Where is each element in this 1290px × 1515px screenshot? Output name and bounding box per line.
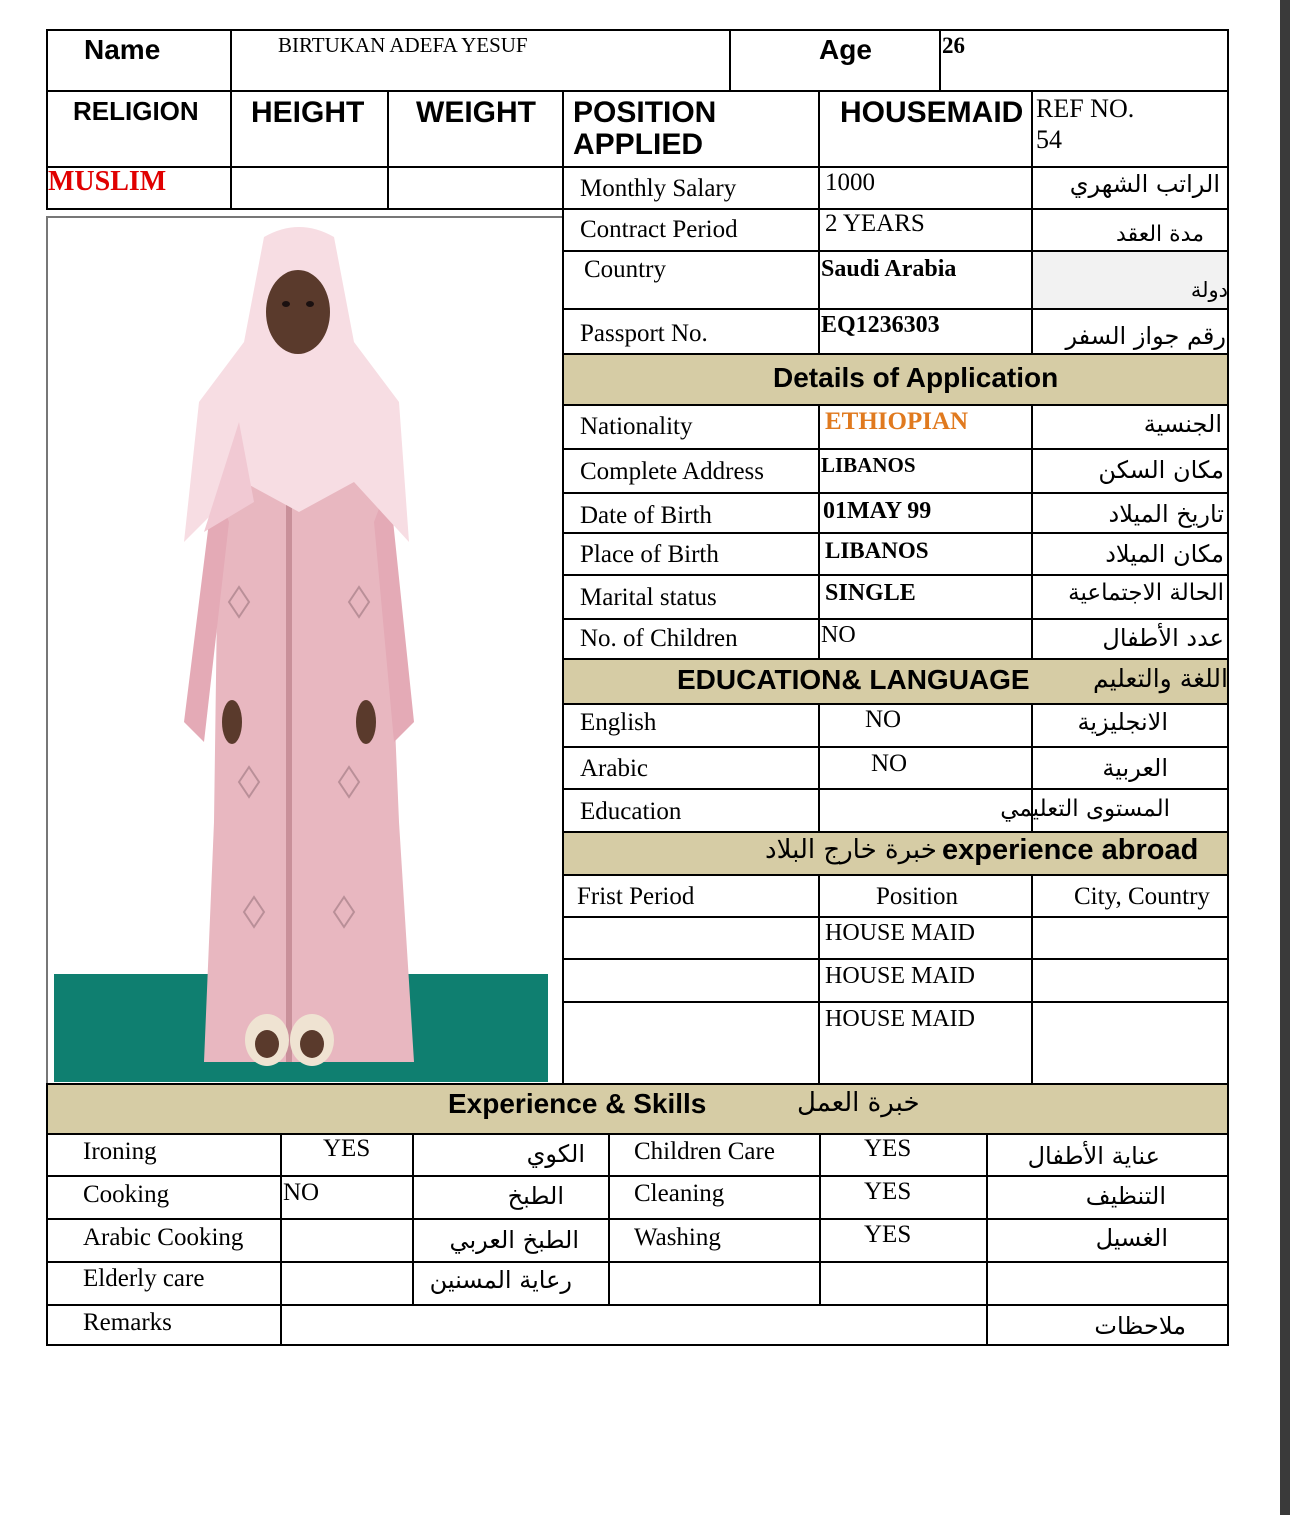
skill-cleaning-label-ar: التنظيف bbox=[1085, 1182, 1166, 1210]
skill-washing-label: Washing bbox=[634, 1224, 721, 1251]
arabic-value: NO bbox=[871, 750, 908, 777]
abroad-cell bbox=[1031, 1001, 1229, 1085]
nationality-value: ETHIOPIAN bbox=[825, 408, 969, 435]
education-value-cell bbox=[818, 746, 1033, 790]
skills-cell bbox=[46, 1133, 282, 1177]
pob-value: LIBANOS bbox=[825, 538, 929, 563]
remarks-label-ar: ملاحظات bbox=[1094, 1312, 1186, 1340]
arabic-label: Arabic bbox=[580, 755, 649, 782]
applicant-photo bbox=[54, 222, 548, 1082]
salary-label-ar: الراتب الشهري bbox=[1069, 170, 1220, 198]
abroad-col-city: City, Country bbox=[1074, 883, 1210, 910]
education-label: Education bbox=[580, 798, 682, 825]
salary-label: Monthly Salary bbox=[580, 175, 737, 202]
skills-cell bbox=[280, 1261, 414, 1306]
age-label: Age bbox=[819, 34, 872, 65]
skills-cell bbox=[986, 1261, 1229, 1306]
skill-cooking-value: NO bbox=[283, 1179, 320, 1206]
pob-label: Place of Birth bbox=[580, 541, 719, 568]
marital-label: Marital status bbox=[580, 584, 717, 611]
skill-ironing-value: YES bbox=[323, 1135, 371, 1162]
remarks-label: Remarks bbox=[83, 1309, 172, 1336]
country-value: Saudi Arabia bbox=[821, 256, 957, 282]
skill-cleaning-label: Cleaning bbox=[634, 1180, 725, 1207]
abroad-cell bbox=[1031, 958, 1229, 1003]
skill-ironing-label: Ironing bbox=[83, 1138, 157, 1165]
skill-elderly-label-ar: رعاية المسنين bbox=[429, 1266, 572, 1294]
skill-childcare-label-ar: عناية الأطفال bbox=[1027, 1142, 1160, 1170]
skill-ironing-label-ar: الكوي bbox=[526, 1140, 585, 1168]
weight-label: WEIGHT bbox=[416, 96, 536, 129]
nationality-label-ar: الجنسية bbox=[1143, 410, 1222, 438]
abroad-cell bbox=[1031, 916, 1229, 960]
skills-title: Experience & Skills bbox=[448, 1088, 707, 1119]
abroad-title-ar: خبرة خارج البلاد bbox=[765, 835, 937, 865]
name-value: BIRTUKAN ADEFA YESUF bbox=[278, 33, 528, 57]
religion-value: MUSLIM bbox=[48, 166, 167, 197]
country-label-ar: دولة bbox=[1190, 278, 1228, 302]
english-label-ar: الانجليزية bbox=[1077, 708, 1168, 736]
window-edge bbox=[1280, 0, 1290, 1515]
english-label: English bbox=[580, 709, 657, 736]
age-value-cell bbox=[939, 29, 1229, 92]
skills-cell bbox=[819, 1261, 988, 1306]
weight-value-cell bbox=[387, 166, 564, 210]
dob-label: Date of Birth bbox=[580, 502, 712, 529]
position-label: POSITION bbox=[573, 96, 717, 129]
passport-label-ar: رقم جواز السفر bbox=[1065, 322, 1226, 350]
abroad-position-3: HOUSE MAID bbox=[825, 1006, 975, 1032]
skills-cell bbox=[280, 1218, 414, 1263]
country-label: Country bbox=[584, 256, 666, 283]
skill-elderly-label: Elderly care bbox=[83, 1265, 205, 1292]
education-title-ar: اللغة والتعليم bbox=[1093, 664, 1228, 693]
skill-childcare-value: YES bbox=[864, 1135, 912, 1162]
ref-value: 54 bbox=[1036, 125, 1062, 154]
remarks-value-cell bbox=[280, 1304, 988, 1346]
address-label-ar: مكان السكن bbox=[1098, 456, 1224, 484]
abroad-col-position: Position bbox=[876, 883, 958, 910]
education-value-cell bbox=[818, 703, 1033, 748]
dob-value: 01MAY 99 bbox=[823, 498, 932, 524]
religion-label: RELIGION bbox=[73, 96, 199, 126]
skill-washing-label-ar: الغسيل bbox=[1095, 1224, 1168, 1252]
skill-cooking-label-ar: الطبخ bbox=[507, 1182, 564, 1210]
english-value: NO bbox=[865, 706, 902, 733]
abroad-title: experience abroad bbox=[942, 834, 1199, 866]
skill-childcare-label: Children Care bbox=[634, 1138, 775, 1165]
children-label-ar: عدد الأطفال bbox=[1102, 624, 1224, 652]
salary-value: 1000 bbox=[825, 169, 875, 196]
skills-title-ar: خبرة العمل bbox=[797, 1088, 920, 1118]
nationality-label: Nationality bbox=[580, 413, 693, 440]
passport-label: Passport No. bbox=[580, 320, 708, 347]
marital-label-ar: الحالة الاجتماعية bbox=[1068, 580, 1224, 606]
contract-period-value: 2 YEARS bbox=[825, 210, 925, 237]
abroad-cell bbox=[562, 958, 820, 1003]
children-label: No. of Children bbox=[580, 625, 738, 652]
education-label-ar: المستوى التعليمي bbox=[1000, 796, 1170, 822]
abroad-cell bbox=[562, 916, 820, 960]
skill-arabic-cooking-label: Arabic Cooking bbox=[83, 1224, 244, 1251]
height-value-cell bbox=[230, 166, 389, 210]
arabic-label-ar: العربية bbox=[1102, 754, 1168, 782]
name-label: Name bbox=[84, 34, 161, 65]
abroad-position-2: HOUSE MAID bbox=[825, 963, 975, 989]
marital-value: SINGLE bbox=[825, 580, 916, 606]
passport-value: EQ1236303 bbox=[821, 312, 940, 338]
position-value: HOUSEMAID bbox=[840, 96, 1024, 129]
age-value: 26 bbox=[942, 33, 965, 58]
children-value: NO bbox=[821, 622, 856, 648]
height-label: HEIGHT bbox=[251, 96, 365, 129]
abroad-col-period: Frist Period bbox=[577, 883, 695, 910]
dob-label-ar: تاريخ الميلاد bbox=[1108, 500, 1224, 528]
pob-label-ar: مكان الميلاد bbox=[1105, 540, 1224, 568]
skill-arabic-cooking-label-ar: الطبخ العربي bbox=[449, 1226, 579, 1254]
abroad-cell bbox=[562, 1001, 820, 1085]
skill-cooking-label: Cooking bbox=[83, 1181, 170, 1208]
ref-label: REF NO. bbox=[1036, 94, 1135, 123]
details-title: Details of Application bbox=[773, 362, 1059, 393]
contract-period-label: Contract Period bbox=[580, 216, 738, 243]
address-label: Complete Address bbox=[580, 458, 765, 485]
contract-period-label-ar: مدة العقد bbox=[1116, 222, 1204, 247]
position-label-line2: APPLIED bbox=[573, 128, 704, 161]
skills-cell bbox=[608, 1261, 821, 1306]
skill-washing-value: YES bbox=[864, 1221, 912, 1248]
skill-cleaning-value: YES bbox=[864, 1178, 912, 1205]
education-title: EDUCATION& LANGUAGE bbox=[677, 664, 1030, 695]
abroad-position-1: HOUSE MAID bbox=[825, 920, 975, 946]
address-value: LIBANOS bbox=[821, 453, 916, 477]
